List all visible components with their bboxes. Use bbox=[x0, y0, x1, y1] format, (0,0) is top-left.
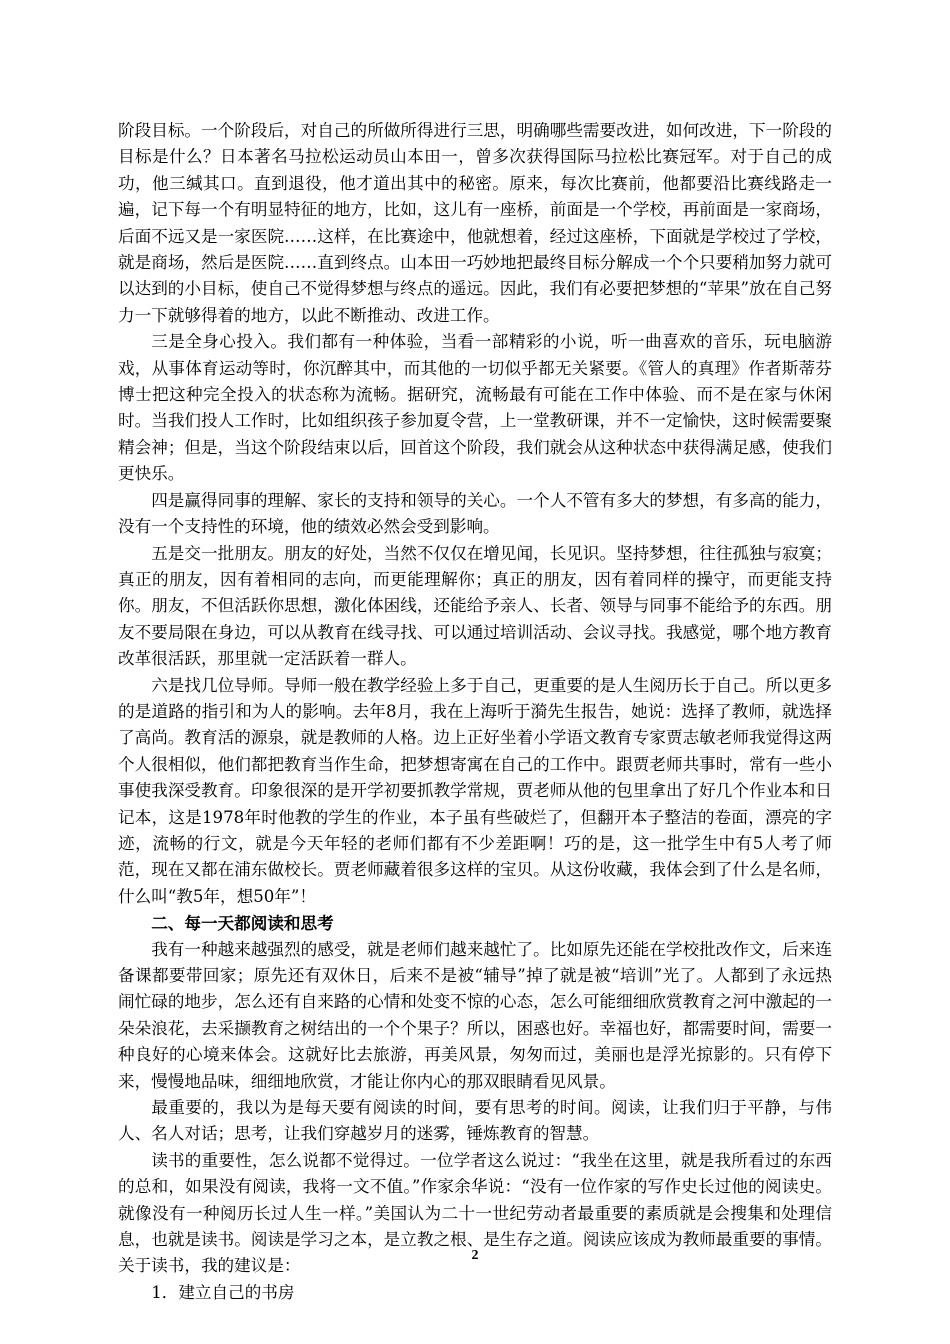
list-item-bookroom: 1．建立自己的书房 bbox=[151, 1282, 295, 1302]
paragraph-full-devotion: 三是全身心投入。我们都有一种体验，当看一部精彩的小说，听一曲喜欢的音乐，玩电脑游戏，从事体育运动等时，你沉醉其中，而其他的一切似乎都无关紧要。《管人的真理》作者斯蒂芬博士把这种完全投入的状态称为流畅。据研究，流畅最有可能在工作中体验、而不是在家与休闲时。当我们投人工作时，比如组织孩子参加夏令营，上一堂教研课，并不一定愉快，这时候需要聚精会神；但是，当这个阶段结束以后，回首这个阶段，我们就会从这种状态中获得满足感，使我们更快乐。 bbox=[118, 332, 832, 484]
paragraph-reading-importance: 读书的重要性，怎么说都不觉得过。一位学者这么说过：“我坐在这里，就是我所看过的东西的总和，如果没有阅读，我将一文不值。”作家余华说：“没有一位作家的写作史长过他的阅读史。就像没有一种阅历长过人生一样。”美国认为二十一世纪劳动者最重要的素质就是会搜集和处理信息，也就是读书。阅读是学习之本，是立教之根、是生存之道。阅读应该成为教师最重要的事情。关于读书，我的建议是： bbox=[118, 1150, 832, 1276]
paragraph-friends: 五是交一批朋友。朋友的好处，当然不仅仅在增见闻，长见识。坚持梦想，往往孤独与寂寞；真正的朋友，因有着相同的志向，而更能理解你；真正的朋友，因有着同样的操守，而更能支持你。朋友，不但活跃你思想，激化体困线，还能给予亲人、长者、领导与同事不能给予的东西。朋友不要局限在身边，可以从教育在线寻找、可以通过培训活动、会议寻找。我感觉，哪个地方教育改革很活跃，那里就一定活跃着一群人。 bbox=[118, 543, 832, 669]
page-number: 2 bbox=[471, 1248, 479, 1263]
document-body bbox=[118, 118, 832, 1306]
paragraph-support: 四是赢得同事的理解、家长的支持和领导的关心。一个人不管有多大的梦想，有多高的能力，没有一个支持性的环境，他的绩效必然会受到影响。 bbox=[118, 490, 832, 537]
paragraph-goal-stages: 阶段目标。一个阶段后，对自己的所做所得进行三思，明确哪些需要改进，如何改进，下一阶段的目标是什么？日本著名马拉松运动员山本田一，曾多次获得国际马拉松比赛冠军。对于自己的成功，他三缄其口。直到退役，他才道出其中的秘密。原来，每次比赛前，他都要沿比赛线路走一遍，记下每一个有明显特征的地方，比如，这儿有一座桥，前面是一个学校，再前面是一家商场，后面不远又是一家医院……这样，在比赛途中，他就想着，经过这座桥，下面就是学校过了学校，就是商场，然后是医院……直到终点。山本田一巧妙地把最终目标分解成一个个只要稍加努力就可以达到的小目标，使自己不觉得梦想与终点的遥远。因此，我们有必要把梦想的“苹果”放在自己努力一下就够得着的地方，以此不断推动、改进工作。 bbox=[118, 121, 832, 325]
section-heading: 二、每一天都阅读和思考 bbox=[151, 913, 334, 934]
paragraph-reading-time: 最重要的，我以为是每天要有阅读的时间，要有思考的时间。阅读，让我们归于平静，与伟人、名人对话；思考，让我们穿越岁月的迷雾，锤炼教育的智慧。 bbox=[118, 1098, 832, 1144]
paragraph-busy-teachers: 我有一种越来越强烈的感受，就是老师们越来越忙了。比如原先还能在学校批改作文，后来连备课都要带回家；原先还有双休日，后来不是被“辅导”掉了就是被“培训”光了。人都到了永远热闹忙碌的地步，怎么还有自来路的心情和处变不惊的心态，怎么可能细细欣赏教育之河中激起的一朵朵浪花，去采撷教育之树结出的一个个果子？所以，困惑也好。幸福也好，都需要时间，需要一种良好的心境来体会。这就好比去旅游，再美风景，匆匆而过，美丽也是浮光掠影的。只有停下来，慢慢地品味，细细地欣赏，才能让你内心的那双眼睛看见风景。 bbox=[118, 939, 832, 1091]
paragraph-mentors: 六是找几位导师。导师一般在教学经验上多于自己，更重要的是人生阅历长于自己。所以更多的是道路的指引和为人的影响。去年8月，我在上海听于漪先生报告，她说：选择了教师，就选择了高尚。教育活的源泉，就是教师的人格。边上正好坐着小学语文教育专家贾志敏老师我觉得这两个人很相似，他们都把教育当作生命，把梦想寄寓在自己的工作中。跟贾老师共事时，常有一些小事使我深受教育。印象很深的是开学初要抓教学常规，贾老师从他的包里拿出了好几个作业本和日记本，这是1978年时他教的学生的作业，本子虽有些破烂了，但翻开本子整洁的卷面，漂亮的字迹，流畅的行文，就是今天年轻的老师们都有不少差距啊！巧的是，这一批学生中有5人考了师范，现在又都在浦东做校长。贾老师藏着很多这样的宝贝。从这份收藏，我体会到了什么是名师，什么叫“教5年，想50年”！ bbox=[118, 675, 832, 906]
